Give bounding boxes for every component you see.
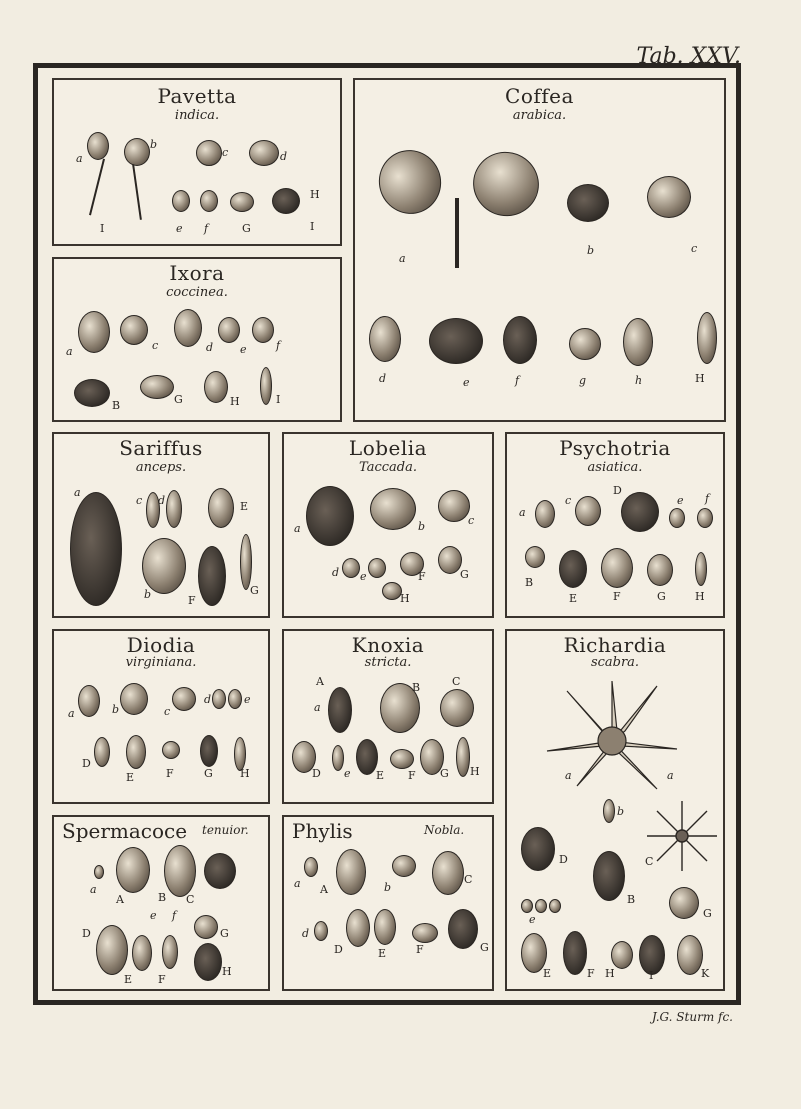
fruit-illustration (124, 138, 150, 166)
figure-label: d (280, 150, 288, 163)
seed-illustration (198, 546, 226, 606)
figure-label: A (320, 883, 328, 896)
panel-subtitle: asiatica. (587, 460, 643, 475)
figure-label: h (635, 374, 643, 387)
figure-label: a (68, 707, 75, 720)
panel-subtitle: Nobla. (424, 823, 465, 837)
seed-section-illustration (204, 371, 228, 403)
figure-label: E (126, 771, 135, 784)
seed-illustration (677, 935, 703, 975)
figure-label: a (519, 506, 526, 519)
figure-label: a (565, 769, 572, 782)
panel-spermacoce (52, 815, 270, 991)
figure-label: b (418, 520, 426, 533)
capsule-illustration (142, 538, 186, 594)
fruit-section-illustration (172, 687, 196, 711)
figure-label: H (695, 590, 705, 603)
seed-section-illustration (194, 915, 218, 939)
seed-illustration (521, 899, 533, 913)
fruit-section-illustration (647, 176, 691, 218)
panel-subtitle: Taccada. (359, 460, 417, 475)
figure-label: d (379, 372, 387, 385)
figure-label: K (701, 967, 710, 980)
fruit-illustration (521, 827, 555, 871)
panel-title: Ixora (169, 261, 225, 285)
panel-title: Spermacoce (62, 819, 188, 843)
panel-lobelia (282, 432, 494, 618)
fruit-illustration (70, 492, 122, 606)
seed-illustration (697, 508, 713, 528)
figure-label: b (587, 244, 595, 257)
figure-label: F (158, 973, 166, 986)
seed-illustration (569, 328, 601, 360)
seed-illustration (669, 508, 685, 528)
figure-label: I (649, 969, 654, 982)
figure-label: B (627, 893, 636, 906)
figure-label: G (204, 767, 213, 780)
figure-label: f (276, 339, 281, 352)
embryo-illustration (697, 312, 717, 364)
fruit-illustration (96, 925, 128, 975)
figure-label: b (617, 805, 625, 818)
fruit-illustration (336, 849, 366, 895)
figure-label: D (334, 943, 343, 956)
figure-label: C (645, 855, 654, 868)
figure-label: e (150, 909, 157, 922)
figure-label: E (124, 973, 133, 986)
figure-label: c (565, 494, 572, 507)
seed-illustration (314, 921, 328, 941)
seed-section-illustration (140, 375, 174, 399)
fruit-section-illustration (120, 315, 148, 345)
figure-label: c (152, 339, 159, 352)
flower-illustration (164, 845, 196, 897)
figure-label: H (310, 188, 320, 201)
seed-illustration (172, 190, 190, 212)
figure-label: a (74, 486, 81, 499)
fruit-section-illustration (440, 689, 474, 727)
calyx-illustration (525, 546, 545, 568)
fruit-section-illustration (204, 853, 236, 889)
figure-label: e (244, 693, 251, 706)
embryo-illustration (456, 737, 470, 777)
figure-label: C (452, 675, 461, 688)
figure-label: G (703, 907, 712, 920)
flower-illustration (535, 500, 555, 528)
panel-title: Richardia (563, 633, 667, 657)
seed-illustration (166, 490, 182, 528)
panel-title: Diodia (126, 633, 196, 657)
seed-illustration (601, 548, 633, 588)
panel-subtitle: indica. (174, 108, 220, 123)
seed-illustration (549, 899, 561, 913)
figure-label: g (579, 374, 587, 387)
figure-label: F (613, 590, 621, 603)
figure-label: e (240, 343, 247, 356)
figure-label: b (384, 881, 392, 894)
figure-label: G (440, 767, 449, 780)
seed-illustration (535, 899, 547, 913)
seed-illustration (368, 558, 386, 578)
figure-label: d (204, 693, 212, 706)
panel-title: Psychotria (559, 436, 671, 460)
seed-section-illustration (412, 923, 438, 943)
figure-label: e (176, 222, 183, 235)
fruit-section-illustration (249, 140, 279, 166)
figure-label: D (82, 757, 91, 770)
figure-label: F (587, 967, 595, 980)
seed-illustration (162, 935, 178, 969)
seed-illustration (126, 735, 146, 769)
fruit-section-illustration (370, 488, 416, 530)
seed-illustration (200, 735, 218, 767)
seed-illustration (342, 558, 360, 578)
fruit-illustration (78, 311, 110, 353)
figure-label: E (376, 769, 385, 782)
seed-illustration (559, 550, 587, 588)
seed-illustration (94, 737, 110, 767)
figure-label: c (164, 705, 171, 718)
embryo-illustration (234, 737, 246, 771)
figure-label: F (166, 767, 174, 780)
fruit-illustration (370, 141, 450, 222)
embryo-illustration (260, 367, 272, 405)
figure-label: f (172, 909, 177, 922)
engraver-signature: J.G. Sturm fc. (651, 1010, 733, 1024)
seed-illustration (132, 935, 152, 971)
figure-label: c (222, 146, 229, 159)
seed-illustration (252, 317, 274, 343)
figure-label: I (310, 220, 315, 233)
panel-subtitle: tenuior. (202, 823, 249, 837)
embryo-illustration (695, 552, 707, 586)
panel-diodia (52, 629, 270, 804)
stem-illustration (132, 164, 142, 220)
figure-label: d (332, 566, 340, 579)
figure-label: G (657, 590, 666, 603)
fruit-illustration (120, 683, 148, 715)
fruit-section-illustration (621, 492, 659, 532)
seed-illustration (563, 931, 587, 975)
seed-illustration (94, 865, 104, 879)
panel-subtitle: stricta. (364, 655, 412, 670)
fruit-section-illustration (174, 309, 202, 347)
panel-subtitle: virginiana. (125, 655, 197, 670)
figure-label: c (136, 494, 143, 507)
panel-subtitle: coccinea. (166, 285, 228, 300)
panel-subtitle: arabica. (512, 108, 567, 123)
seed-illustration (438, 490, 470, 522)
figure-label: a (66, 345, 73, 358)
seed-section-illustration (390, 749, 414, 769)
figure-label: I (100, 222, 105, 235)
figure-label: c (468, 514, 475, 527)
figure-label: e (463, 376, 470, 389)
fruit-illustration (306, 486, 354, 546)
embryo-illustration (382, 582, 402, 600)
seed-illustration (200, 190, 218, 212)
seed-illustration (647, 554, 673, 586)
figure-label: e (360, 570, 367, 583)
figure-label: a (76, 152, 83, 165)
panel-richardia (505, 629, 725, 991)
figure-label: F (416, 943, 424, 956)
figure-label: C (464, 873, 473, 886)
panel-phylis (282, 815, 494, 991)
panel-coffea (353, 78, 726, 422)
figure-label: f (515, 374, 520, 387)
figure-label: a (294, 877, 301, 890)
panel-knoxia (282, 629, 494, 804)
seed-illustration (230, 192, 254, 212)
panel-title: Lobelia (348, 436, 428, 460)
panel-subtitle: scabra. (590, 655, 640, 670)
fruit-illustration (464, 143, 548, 226)
figure-label: d (158, 494, 166, 507)
panel-title: Sariffus (119, 436, 203, 460)
figure-label: E (569, 592, 578, 605)
fruit-section-illustration (432, 851, 464, 895)
seed-illustration (332, 745, 344, 771)
figure-label: F (408, 769, 416, 782)
figure-label: a (294, 522, 301, 535)
fruit-section-illustration (567, 184, 609, 222)
seed-illustration (448, 909, 478, 949)
figure-label: C (186, 893, 195, 906)
stem-illustration (89, 159, 105, 216)
figure-label: a (314, 701, 321, 714)
panel-title: Phylis (292, 819, 353, 843)
figure-label: I (276, 393, 281, 406)
figure-label: e (677, 494, 684, 507)
seed-illustration (272, 188, 300, 214)
seed-section-illustration (438, 546, 462, 574)
seed-illustration (503, 316, 537, 364)
seed-illustration (369, 316, 401, 362)
figure-label: d (302, 927, 310, 940)
panel-psychotria (505, 432, 725, 618)
flower-base-illustration (74, 379, 110, 407)
figure-label: D (312, 767, 321, 780)
plate-number: Tab. XXV. (636, 44, 741, 69)
seed-illustration (356, 739, 378, 775)
figure-label: H (240, 767, 250, 780)
figure-label: G (250, 584, 259, 597)
figure-label: b (144, 588, 152, 601)
figure-label: G (242, 222, 251, 235)
seed-illustration (346, 909, 370, 947)
figure-label: D (559, 853, 568, 866)
fruit-illustration (87, 132, 109, 160)
figure-label: E (378, 947, 387, 960)
panel-title: Coffea (505, 84, 574, 108)
panel-pavetta (52, 78, 342, 246)
figure-label: H (222, 965, 232, 978)
seed-illustration (194, 943, 222, 981)
seed-illustration (218, 317, 240, 343)
figure-label: f (204, 222, 209, 235)
fruit-illustration (116, 847, 150, 893)
panel-title: Knoxia (351, 633, 425, 657)
panel-ixora (52, 257, 342, 422)
figure-label: A (116, 893, 124, 906)
figure-label: G (480, 941, 489, 954)
seed-section-illustration (208, 488, 234, 528)
figure-label: A (316, 675, 324, 688)
figure-label: D (82, 927, 91, 940)
panel-sariffus (52, 432, 270, 618)
seed-illustration (603, 799, 615, 823)
figure-label: a (667, 769, 674, 782)
panel-subtitle: anceps. (135, 460, 187, 475)
figure-label: H (695, 372, 705, 385)
fruit-illustration (328, 687, 352, 733)
figure-label: f (705, 492, 710, 505)
seed-section-illustration (162, 741, 180, 759)
seed-illustration (374, 909, 396, 945)
figure-label: a (399, 252, 406, 265)
figure-label: b (112, 703, 120, 716)
seed-illustration (212, 689, 226, 709)
seed-illustration (228, 689, 242, 709)
figure-label: G (174, 393, 183, 406)
fruit-illustration (593, 851, 625, 901)
branch-illustration (455, 198, 459, 268)
figure-label: E (240, 500, 249, 513)
figure-label: H (605, 967, 615, 980)
figure-label: b (150, 138, 158, 151)
fruit-illustration (392, 855, 416, 877)
figure-label: c (691, 242, 698, 255)
seed-illustration (611, 941, 633, 969)
seed-illustration (623, 318, 653, 366)
figure-label: H (400, 592, 410, 605)
figure-label: a (90, 883, 97, 896)
figure-label: B (525, 576, 534, 589)
figure-label: e (344, 767, 351, 780)
seed-illustration (429, 318, 483, 364)
figure-label: H (470, 765, 480, 778)
panel-title: Pavetta (157, 84, 237, 108)
figure-label: G (460, 568, 469, 581)
figure-label: G (220, 927, 229, 940)
figure-label: F (188, 594, 196, 607)
seed-illustration (304, 857, 318, 877)
figure-label: d (206, 341, 214, 354)
figure-label: F (418, 570, 426, 583)
seed-section-illustration (669, 887, 699, 919)
embryo-illustration (240, 534, 252, 590)
figure-label: B (158, 891, 167, 904)
figure-label: H (230, 395, 240, 408)
fruit-section-illustration (196, 140, 222, 166)
figure-label: B (112, 399, 121, 412)
figure-label: e (529, 913, 536, 926)
figure-label: B (412, 681, 421, 694)
figure-label: D (613, 484, 622, 497)
flower-illustration (575, 496, 601, 526)
fruit-illustration (78, 685, 100, 717)
figure-label: E (543, 967, 552, 980)
